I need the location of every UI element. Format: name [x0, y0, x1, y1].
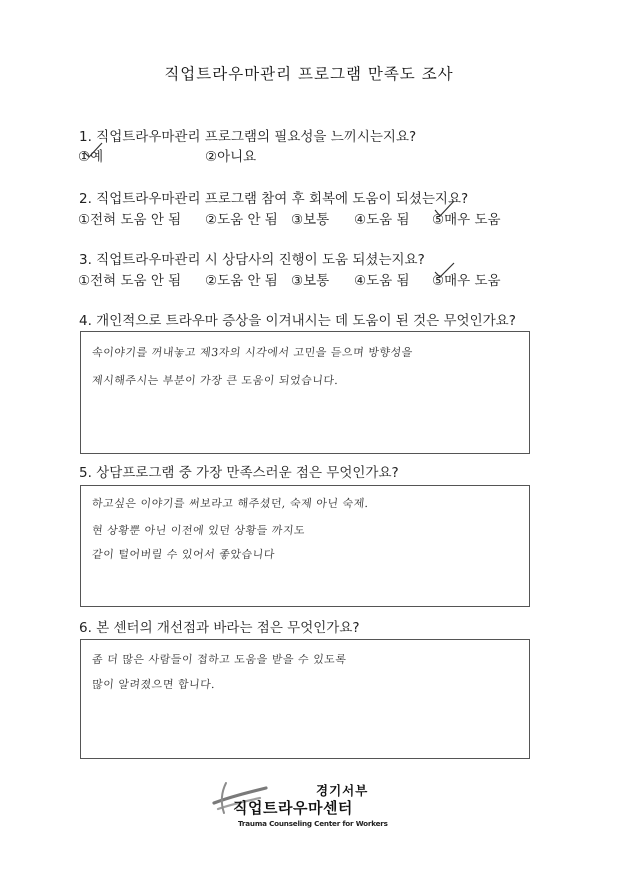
q2-option-4[interactable]: ④도움 됨	[354, 212, 410, 228]
question-4: 4. 개인적으로 트라우마 증상을 이겨내시는 데 도움이 된 것은 무엇인가요?	[79, 313, 516, 329]
question-1: 1. 직업트라우마관리 프로그램의 필요성을 느끼시는지요?	[79, 129, 417, 145]
q3-option-4[interactable]: ④도움 됨	[354, 273, 410, 289]
q1-option-yes[interactable]: ①예	[78, 149, 104, 165]
logo-english-name: Trauma Counseling Center for Workers	[238, 819, 388, 828]
q3-option-2[interactable]: ②도움 안 됨	[205, 273, 278, 289]
question-6: 6. 본 센터의 개선점과 바라는 점은 무엇인가요?	[79, 620, 360, 636]
q2-option-5[interactable]: ⑤매우 도움	[432, 212, 501, 228]
q3-option-1[interactable]: ①전혀 도움 안 됨	[78, 273, 182, 289]
page-title: 직업트라우마관리 프로그램 만족도 조사	[164, 65, 454, 83]
answer-6-line-2: 많이 알려졌으면 합니다.	[91, 678, 216, 691]
answer-4-line-1: 속이야기를 꺼내놓고 제3자의 시각에서 고민을 듣으며 방향성을	[91, 346, 414, 359]
logo-region-text: 경기서부	[316, 783, 369, 798]
answer-4-line-2: 제시해주시는 부분이 가장 큰 도움이 되었습니다.	[91, 374, 340, 387]
logo-center-name: 직업트라우마센터	[233, 799, 353, 817]
answer-5-line-1: 하고싶은 이야기를 써보라고 해주셨던, 숙제 아닌 숙제.	[91, 497, 370, 510]
question-5: 5. 상담프로그램 중 가장 만족스러운 점은 무엇인가요?	[79, 465, 399, 481]
q2-option-1[interactable]: ①전혀 도움 안 됨	[78, 212, 182, 228]
q3-check-mark	[432, 259, 458, 281]
answer-6-line-1: 좀 더 많은 사람들이 접하고 도움을 받을 수 있도록	[91, 653, 348, 666]
answer-5-line-2: 현 상황뿐 아닌 이전에 있던 상황들 까지도	[91, 524, 306, 537]
q2-check-mark	[432, 198, 458, 220]
q3-option-3[interactable]: ③보통	[291, 273, 330, 289]
answer-5-line-3: 같이 털어버릴 수 있어서 좋았습니다	[91, 548, 276, 561]
question-2: 2. 직업트라우마관리 프로그램 참여 후 회복에 도움이 되셨는지요?	[79, 191, 469, 207]
q2-option-2[interactable]: ②도움 안 됨	[205, 212, 278, 228]
q1-check-mark	[80, 140, 106, 160]
q2-option-3[interactable]: ③보통	[291, 212, 330, 228]
q1-option-no[interactable]: ②아니요	[205, 149, 257, 165]
q3-option-5[interactable]: ⑤매우 도움	[432, 273, 501, 289]
question-3: 3. 직업트라우마관리 시 상담사의 진행이 도움 되셨는지요?	[79, 252, 425, 268]
